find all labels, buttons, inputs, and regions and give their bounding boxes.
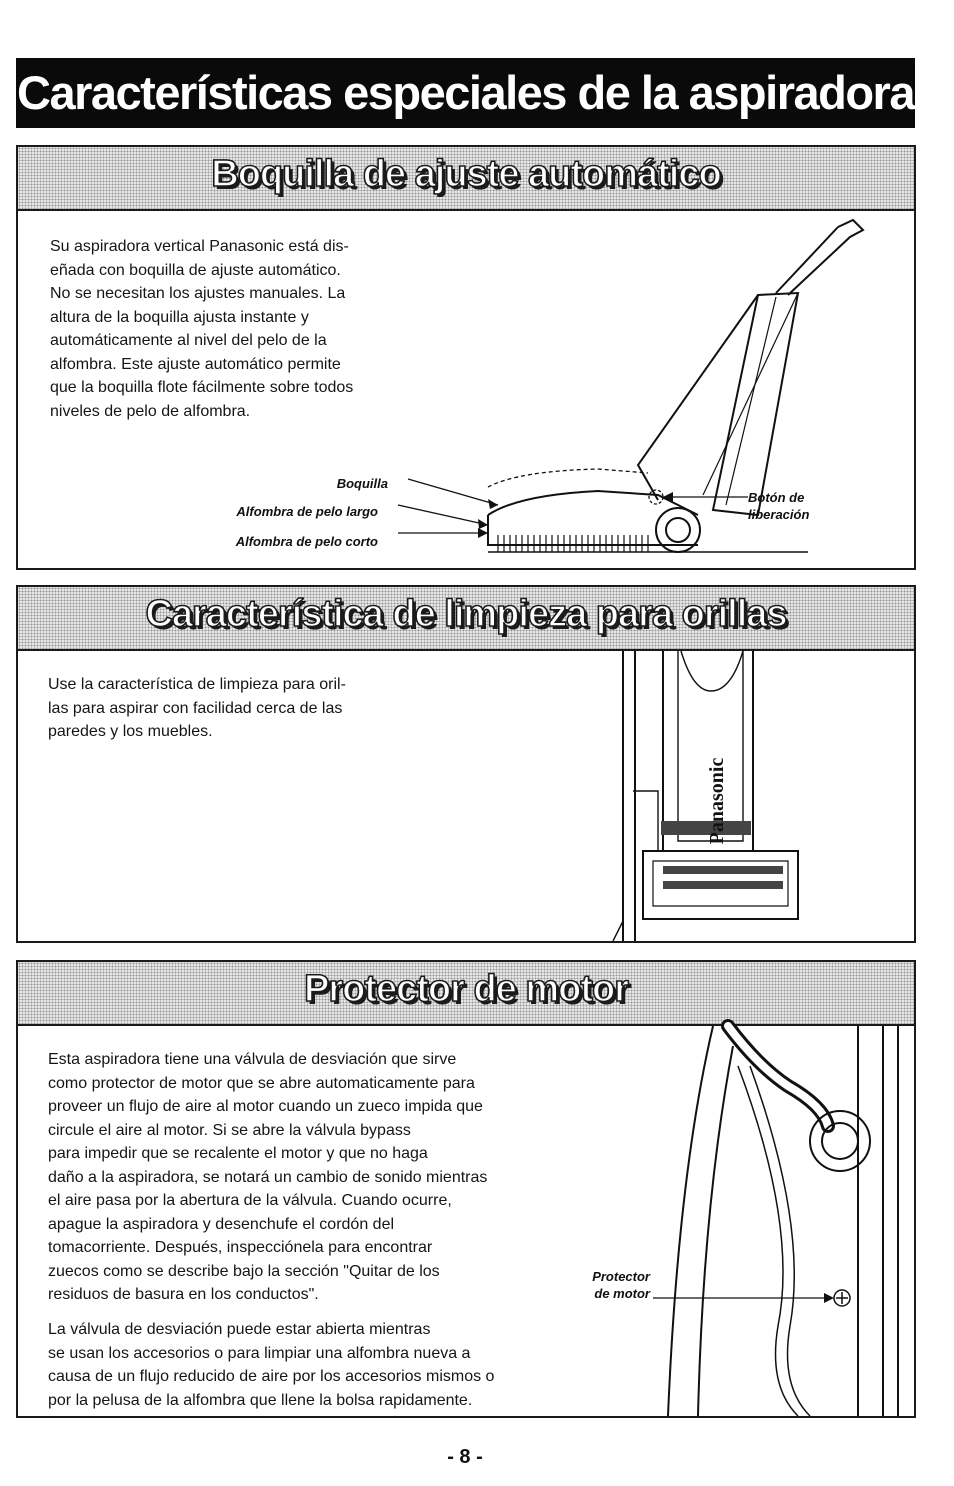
section-heading: Protector de motor bbox=[303, 968, 629, 1010]
section-automatic-nozzle bbox=[16, 145, 916, 570]
release-button-label: Botón de liberación bbox=[748, 490, 810, 522]
long-carpet-label: Alfombra de pelo largo bbox=[236, 504, 378, 519]
nozzle-label: Boquilla bbox=[336, 476, 388, 491]
motor-protector-illustration bbox=[658, 1026, 914, 1416]
page-title: Características especiales de la aspiradora bbox=[16, 58, 915, 128]
section-heading: Característica de limpieza para orillas bbox=[145, 593, 787, 635]
section-banner bbox=[18, 147, 914, 211]
section-body-text-2: La válvula de desviación puede estar abierta mientras se usan los accesorios o para limpiar una alfombra nueva a causa de un flujo reducido de aire por los accesorios mismos o por la pelusa de la alfombra que llene la bolsa rapidamente. bbox=[48, 1321, 495, 1409]
section-edge-cleaning bbox=[16, 585, 916, 943]
motor-protector-label: Protector de motor bbox=[592, 1269, 650, 1301]
upright-vacuum-illustration bbox=[458, 215, 878, 565]
page-number: - 8 - bbox=[447, 1446, 483, 1468]
section-body-text: Esta aspiradora tiene una válvula de desviación que sirve como protector de motor que se abre automaticamente para proveer un flujo de aire al motor cuando un zueco impida que circule el aire al motor. Si se abre la válvula bypass para impedir que se recalente el motor y que no haga daño a la aspiradora, se notará un cambio de sonido mientras el aire pasa por la abertura de la válvula. Cuando ocurre, apague la aspiradora y desenchufe el cordón del tomacorriente. Después, inspecciónela para encontrar zuecos como se describe bajo la sección "Quitar de los residuos de basura en los conductos". bbox=[48, 1051, 488, 1303]
section-body-text: Use la característica de limpieza para oril- las para aspirar con facilidad cerca de las paredes y los muebles. bbox=[48, 676, 346, 740]
section-body-text: Su aspiradora vertical Panasonic está dis- eñada con boquilla de ajuste automático. No se necesitan los ajustes manuales. La altura de la boquilla ajusta instante y automáticamente al nivel del pelo de la alfombra. Este ajuste automático permite que la boquilla flote fácilmente sobre todos niveles de pelo de alfombra. bbox=[50, 238, 354, 420]
short-carpet-label: Alfombra de pelo corto bbox=[235, 534, 378, 549]
edge-cleaning-illustration bbox=[603, 651, 813, 941]
section-motor-protector bbox=[16, 960, 916, 1418]
section-banner bbox=[18, 587, 914, 651]
section-banner bbox=[18, 962, 914, 1026]
brand-label: Panasonic bbox=[706, 757, 728, 845]
section-heading: Boquilla de ajuste automático bbox=[211, 153, 721, 195]
